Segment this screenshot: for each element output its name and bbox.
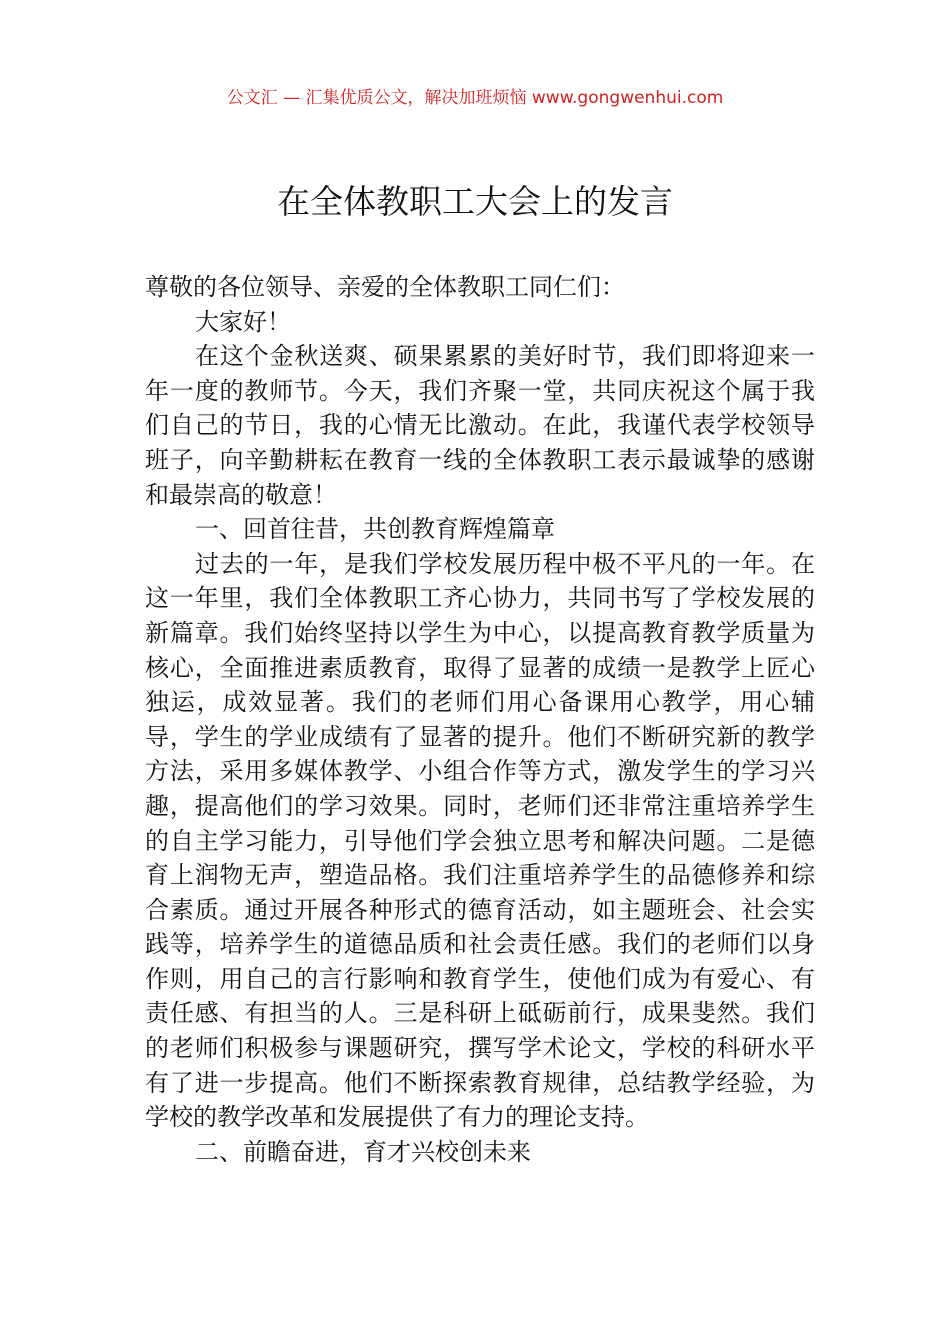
document-title: 在全体教职工大会上的发言 [277,182,673,221]
salutation: 尊敬的各位领导、亲爱的全体教职工同仁们： [145,273,625,301]
document-body [145,270,815,1169]
section-1-paragraph: 过去的一年，是我们学校发展历程中极不平凡的一年。在这一年里，我们全体教职工齐心协力，共同书写了学校发展的新篇章。我们始终坚持以学生为中心，以提高教育教学质量为核心，全面推进素质教育，取得了显著的成绩一是教学上匠心独运，成效显著。我们的老师们用心备课用心教学，用心辅导，学生的学业成绩有了显著的提升。他们不断研究新的教学方法，采用多媒体教学、小组合作等方式，激发学生的学习兴趣，提高他们的学习效果。同时，老师们还非常注重培养学生的自主学习能力，引导他们学会独立思考和解决问题。二是德育上润物无声，塑造品格。我们注重培养学生的品德修养和综合素质。通过开展各种形式的德育活动，如主题班会、社会实践等，培养学生的道德品质和社会责任感。我们的老师们以身作则，用自己的言行影响和教育学生，使他们成为有爱心、有责任感、有担当的人。三是科研上砥砺前行，成果斐然。我们的老师们积极参与课题研究，撰写学术论文，学校的科研水平有了进一步提高。他们不断探索教育规律，总结教学经验，为学校的教学改革和发展提供了有力的理论支持。 [145,549,815,1132]
greeting: 大家好！ [195,307,291,336]
section-1-heading: 一、回首往昔，共创教育辉煌篇章 [195,515,555,544]
section-2-heading: 二、前瞻奋进，育才兴校创未来 [195,1137,531,1166]
site-banner: 公文汇 — 汇集优质公文，解决加班烦恼 www.gongwenhui.com [226,88,724,108]
intro-paragraph: 在这个金秋送爽、硕果累累的美好时节，我们即将迎来一年一度的教师节。今天，我们齐聚一堂，共同庆祝这个属于我们自己的节日，我的心情无比激动。在此，我谨代表学校领导班子，向辛勤耕耘在教育一线的全体教职工表示最诚挚的感谢和最崇高的敬意！ [145,342,815,509]
